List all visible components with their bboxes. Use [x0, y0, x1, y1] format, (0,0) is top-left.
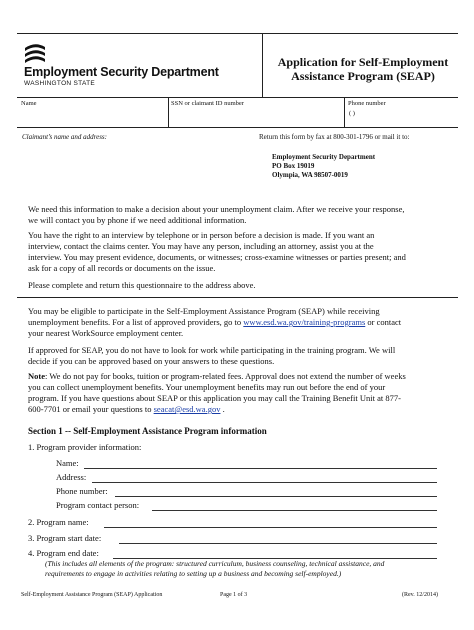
- seap-note-line1: [28, 371, 453, 382]
- footer-page-number: Page 1 of 3: [220, 592, 248, 598]
- provider-contact-field[interactable]: [152, 510, 437, 511]
- return-instructions: Return this form by fax at 800-301-1796 or mail it to:: [259, 133, 410, 141]
- header-bottom-rule: [17, 97, 458, 98]
- seap-paragraph-1: [28, 306, 453, 339]
- mail-address-line3: Olympia, WA 98507-0019: [272, 171, 348, 179]
- seap-p2-line1: If approved for SEAP, you do not have to look for work while participating in the training program. We will: [28, 345, 396, 355]
- seap-p1-line2-tail: or contact: [365, 317, 402, 327]
- seap-note-line4: [28, 404, 453, 415]
- intro-p1-line1: We need this information to make a decision about your unemployment claim. After we receive your response,: [28, 204, 405, 214]
- mail-address-line2: PO Box 19019: [272, 162, 315, 170]
- intro-p2-line2: interview, contact the claims center. You may have any person, including an attorney, assist you at the: [28, 241, 374, 251]
- claimant-name-address-label: Claimant’s name and address:: [22, 133, 107, 141]
- seacat-email-link[interactable]: seacat@esd.wa.gov: [153, 404, 221, 414]
- id-divider-2: [344, 97, 345, 127]
- provider-phone-field[interactable]: [115, 496, 437, 497]
- seap-note-line3: program. If you have questions about SEAP or this application you may call the Training Benefit Unit at 877-: [28, 393, 401, 403]
- intro-p2-line3: interview. You may present evidence, documents, or witnesses; cross-examine witnesses or parties present; and: [28, 252, 406, 262]
- intro-p1-line2: we will contact you by phone if we need additional information.: [28, 215, 247, 225]
- phone-parens: ( ): [349, 110, 355, 117]
- intro-p2-line4: ask for a copy of all records or documents on the issue.: [28, 263, 216, 273]
- form-title-line2: Assistance Program (SEAP): [291, 69, 435, 83]
- q4-end-date-label: 4. Program end date:: [28, 548, 99, 558]
- seap-note-line1-text: : We do not pay for books, tuition or program-related fees. Approval does not extend the number of weeks: [45, 371, 406, 381]
- org-name: Employment Security Department: [24, 65, 219, 79]
- form-title: [268, 55, 458, 83]
- q1-label: 1. Program provider information:: [28, 442, 142, 452]
- note-label: Note: [28, 371, 45, 381]
- intro-p2-line1: You have the right to an interview by telephone or in person before a decision is made. If you want an: [28, 230, 375, 240]
- seap-note-line2: you can collect unemployment benefits. Your unemployment benefits may run out before the end of your: [28, 382, 386, 392]
- esd-logo: [22, 40, 262, 90]
- top-rule: [17, 33, 458, 34]
- program-start-date-field[interactable]: [119, 543, 437, 544]
- provider-phone-label: Phone number:: [56, 486, 108, 496]
- seap-p1-line1: You may be eligible to participate in the Self-Employment Assistance Program (SEAP) while receiving: [28, 306, 380, 316]
- id-divider-1: [168, 97, 169, 127]
- footer-revision: (Rev. 12/2014): [402, 592, 438, 598]
- seap-note-line4-tail: .: [220, 404, 225, 414]
- form-title-line1: Application for Self-Employment: [277, 55, 449, 69]
- provider-name-field[interactable]: [84, 468, 437, 469]
- org-state: WASHINGTON STATE: [24, 80, 96, 87]
- id-row-bottom-rule: [17, 127, 458, 128]
- intro-paragraph-2: [28, 230, 453, 274]
- q4-note: [45, 559, 384, 579]
- seap-p2-line2: decide if you can be approved based on your answers to these questions.: [28, 356, 275, 366]
- provider-name-label: Name:: [56, 458, 79, 468]
- seap-p1-line3: your nearest WorkSource employment center.: [28, 328, 184, 338]
- q2-program-name-label: 2. Program name:: [28, 517, 89, 527]
- seap-p1-line2-text: unemployment benefits. For a list of approved providers, go to: [28, 317, 244, 327]
- header-divider: [262, 33, 263, 97]
- provider-contact-label: Program contact person:: [56, 500, 140, 510]
- footer-form-name: Self-Employment Assistance Program (SEAP) Application: [21, 592, 163, 598]
- phone-label: Phone number: [348, 100, 386, 107]
- q4-note-line2: requirements to engage in activities relating to setting up a business and becoming self-employed.): [45, 569, 342, 578]
- program-name-field[interactable]: [104, 527, 437, 528]
- seap-note-line4-text: 600-7701 or email your questions to: [28, 404, 154, 414]
- provider-address-label: Address:: [56, 472, 87, 482]
- seap-p1-line2: [28, 317, 453, 328]
- section-1-heading: Section 1 -- Self-Employment Assistance Program information: [28, 426, 267, 436]
- name-label: Name: [21, 100, 37, 107]
- intro-paragraph-3: Please complete and return this questionnaire to the address above.: [28, 280, 256, 290]
- seap-paragraph-2: [28, 345, 453, 367]
- training-programs-link[interactable]: www.esd.wa.gov/training-programs: [243, 317, 366, 327]
- provider-address-field[interactable]: [92, 482, 437, 483]
- q4-note-line1: (This includes all elements of the program: structured curriculum, business counseling, technical assistance, and: [45, 559, 385, 568]
- section-divider-rule: [17, 297, 458, 298]
- q3-start-date-label: 3. Program start date:: [28, 533, 102, 543]
- mail-address-line1: Employment Security Department: [272, 153, 376, 161]
- ssn-label: SSN or claimant ID number: [171, 100, 244, 107]
- intro-paragraph-1: [28, 204, 453, 226]
- seap-note-paragraph: [28, 371, 453, 415]
